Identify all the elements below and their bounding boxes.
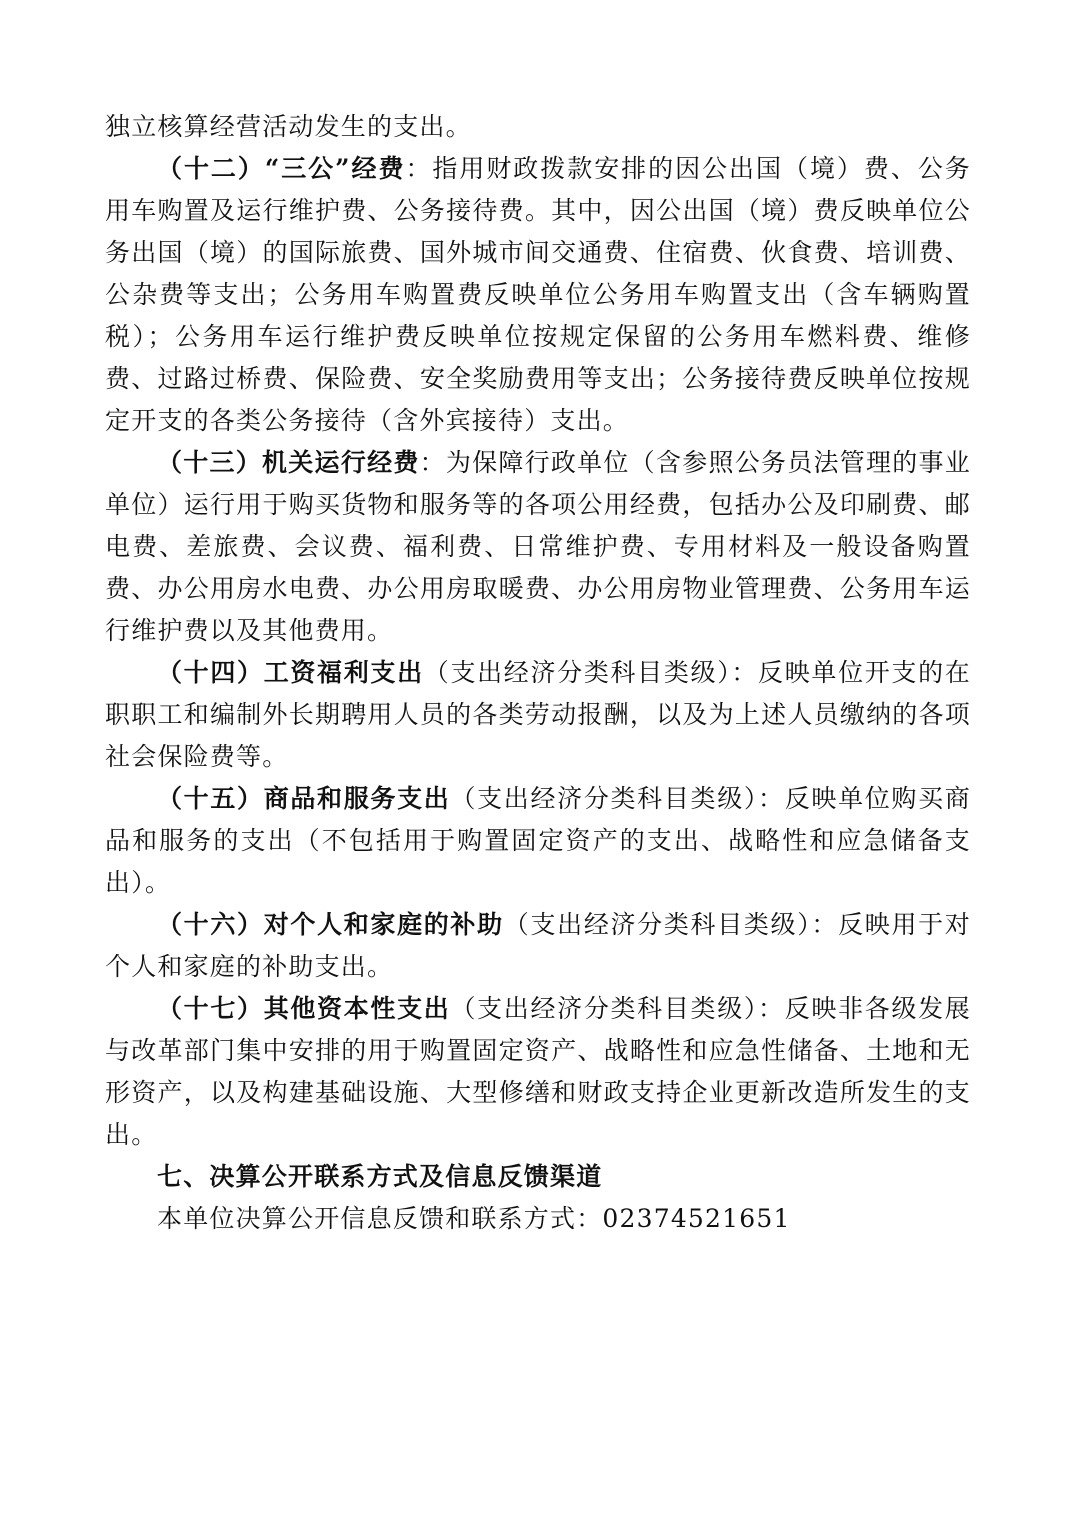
- definition-text: （支出经济分类科目类级）：反映用于对个人和家庭的补助支出。: [105, 910, 971, 981]
- paragraph-continuation: [105, 106, 971, 148]
- paragraph-other-capital-expenses: [105, 988, 971, 1156]
- definition-text: ：为保障行政单位（含参照公务员法管理的事业单位）运行用于购买货物和服务等的各项公用经费，包括办公及印刷费、邮电费、差旅费、会议费、福利费、日常维护费、专用材料及一般设备购置费、办公用房水电费、办公用房取暖费、办公用房物业管理费、公务用车运行维护费以及其他费用。: [105, 448, 971, 645]
- definition-text: （支出经济分类科目类级）：反映单位开支的在职职工和编制外长期聘用人员的各类劳动报酬，以及为上述人员缴纳的各项社会保险费等。: [105, 658, 971, 771]
- definition-text: ：指用财政拨款安排的因公出国（境）费、公务用车购置及运行维护费、公务接待费。其中，因公出国（境）费反映单位公务出国（境）的国际旅费、国外城市间交通费、住宿费、伙食费、培训费、公杂费等支出；公务用车购置费反映单位公务用车购置支出（含车辆购置税）；公务用车运行维护费反映单位按规定保留的公务用车燃料费、维修费、过路过桥费、保险费、安全奖励费用等支出；公务接待费反映单位按规定开支的各类公务接待（含外宾接待）支出。: [105, 154, 971, 435]
- definition-term: （十五）商品和服务支出: [157, 784, 451, 813]
- definition-text: （支出经济分类科目类级）：反映非各级发展与改革部门集中安排的用于购置固定资产、战略性和应急性储备、土地和无形资产，以及构建基础设施、大型修缮和财政支持企业更新改造所发生的支出。: [105, 994, 971, 1149]
- definition-text: （支出经济分类科目类级）：反映单位购买商品和服务的支出（不包括用于购置固定资产的支出、战略性和应急储备支出）。: [105, 784, 971, 897]
- definition-term: （十七）其他资本性支出: [157, 994, 451, 1023]
- contact-line: 本单位决算公开信息反馈和联系方式：02374521651: [157, 1204, 791, 1233]
- paragraph-wage-welfare-expenses: [105, 652, 971, 778]
- definition-term: （十三）机关运行经费: [157, 448, 420, 477]
- definition-term: （十六）对个人和家庭的补助: [157, 910, 504, 939]
- definition-term: （十二）“三公”经费: [157, 154, 406, 183]
- section-heading: 七、决算公开联系方式及信息反馈渠道: [157, 1162, 603, 1191]
- paragraph-personal-family-subsidies: [105, 904, 971, 988]
- paragraph-agency-operating-expenses: [105, 442, 971, 652]
- paragraph-three-public-expenses: [105, 148, 971, 442]
- definition-term: （十四）工资福利支出: [157, 658, 424, 687]
- paragraph-goods-services-expenses: [105, 778, 971, 904]
- document-page: [105, 106, 971, 1240]
- paragraph-text: 独立核算经营活动发生的支出。: [105, 112, 472, 141]
